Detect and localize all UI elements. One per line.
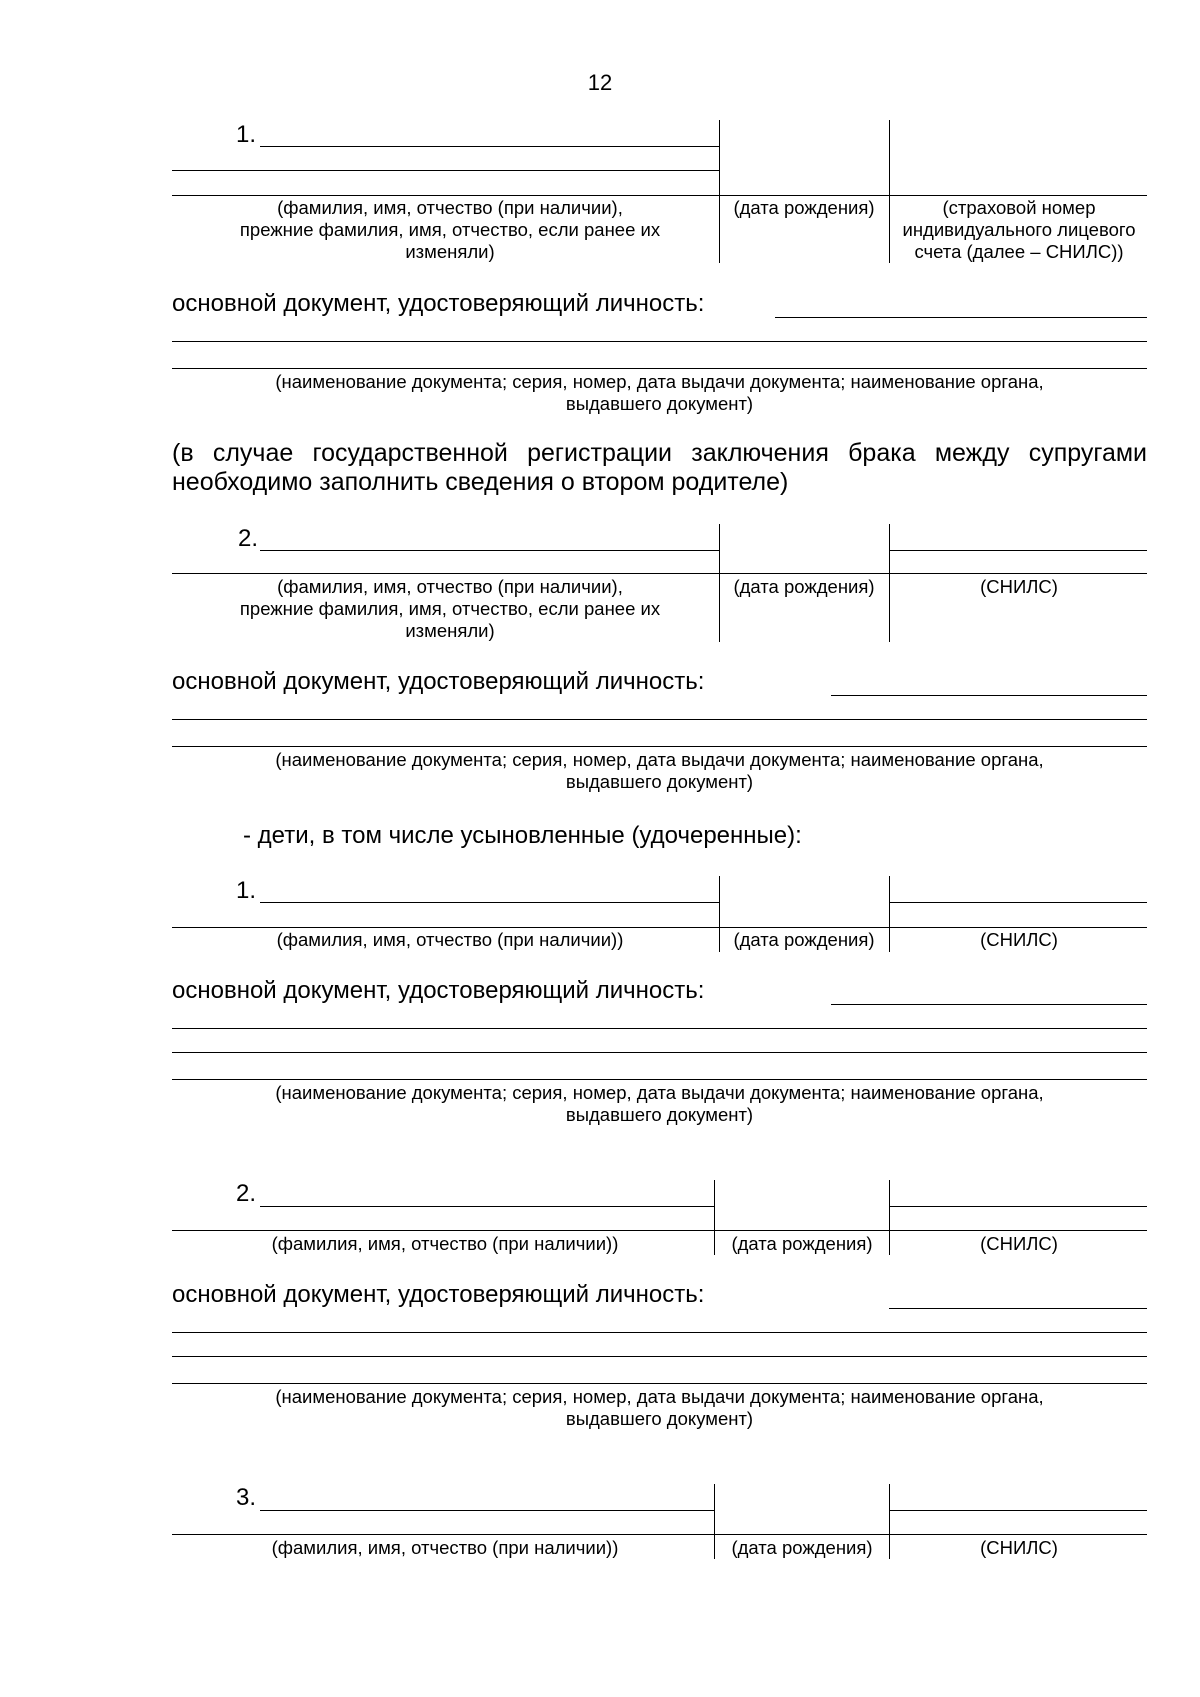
row-number: 2. bbox=[238, 525, 259, 552]
id-document-input-line-3[interactable] bbox=[172, 1052, 1147, 1053]
id-document-label: основной документ, удостоверяющий личность: bbox=[172, 1281, 705, 1308]
doc-details-caption: (наименование документа; серия, номер, дата выдачи документа; наименование органа, выдавшего документ) bbox=[275, 1386, 1044, 1429]
fio-caption: (фамилия, имя, отчество (при наличии)) bbox=[271, 1233, 619, 1254]
id-document-input-line[interactable] bbox=[831, 1004, 1147, 1005]
row-baseline bbox=[172, 1534, 1147, 1535]
doc-details-caption: (наименование документа; серия, номер, дата выдачи документа; наименование органа, выдавшего документ) bbox=[275, 371, 1044, 414]
id-document-input-line-3[interactable] bbox=[172, 746, 1147, 747]
column-divider bbox=[889, 120, 890, 263]
page-number: 12 bbox=[587, 70, 613, 95]
fio-caption: (фамилия, имя, отчество (при наличии), прежние фамилия, имя, отчество, если ранее их изменяли) bbox=[239, 197, 661, 262]
row-baseline bbox=[172, 1230, 1147, 1231]
id-document-label: основной документ, удостоверяющий личность: bbox=[172, 977, 705, 1004]
id-document-input-line-3[interactable] bbox=[172, 368, 1147, 369]
column-divider bbox=[714, 1180, 715, 1255]
snils-caption: (СНИЛС) bbox=[980, 1233, 1058, 1254]
fio-caption: (фамилия, имя, отчество (при наличии), прежние фамилия, имя, отчество, если ранее их изменяли) bbox=[239, 576, 661, 641]
fio-input-line[interactable] bbox=[260, 902, 720, 903]
marriage-note: (в случае государственной регистрации заключения брака между супругами необходимо заполнить сведения о втором родителе) bbox=[172, 439, 1147, 496]
id-document-input-line[interactable] bbox=[831, 695, 1147, 696]
column-divider bbox=[719, 524, 720, 642]
column-divider bbox=[714, 1484, 715, 1559]
id-document-input-line[interactable] bbox=[889, 1308, 1147, 1309]
children-heading: - дети, в том числе усыновленные (удочеренные): bbox=[243, 822, 802, 849]
snils-input-line[interactable] bbox=[889, 550, 1147, 551]
id-document-input-line-3[interactable] bbox=[172, 1356, 1147, 1357]
birth-date-caption: (дата рождения) bbox=[731, 1233, 873, 1254]
fio-caption: (фамилия, имя, отчество (при наличии)) bbox=[276, 929, 624, 950]
id-document-input-line-2[interactable] bbox=[172, 341, 1147, 342]
id-document-label: основной документ, удостоверяющий личность: bbox=[172, 668, 705, 695]
snils-caption: (страховой номер индивидуального лицевого счета (далее – СНИЛС)) bbox=[902, 197, 1136, 262]
fio-caption: (фамилия, имя, отчество (при наличии)) bbox=[271, 1537, 619, 1558]
doc-details-caption: (наименование документа; серия, номер, дата выдачи документа; наименование органа, выдавшего документ) bbox=[275, 1082, 1044, 1125]
snils-input-line[interactable] bbox=[889, 1510, 1147, 1511]
row-baseline bbox=[172, 573, 1147, 574]
birth-date-caption: (дата рождения) bbox=[733, 576, 875, 597]
fio-input-line[interactable] bbox=[260, 550, 720, 551]
row-number: 1. bbox=[236, 121, 257, 148]
snils-caption: (СНИЛС) bbox=[980, 1537, 1058, 1558]
birth-date-caption: (дата рождения) bbox=[733, 197, 875, 218]
row-number: 2. bbox=[236, 1180, 257, 1207]
fio-input-line[interactable] bbox=[260, 146, 720, 147]
column-divider bbox=[889, 1484, 890, 1559]
birth-date-caption: (дата рождения) bbox=[731, 1537, 873, 1558]
id-document-input-line-2[interactable] bbox=[172, 1028, 1147, 1029]
column-divider bbox=[889, 876, 890, 952]
snils-input-line[interactable] bbox=[889, 902, 1147, 903]
snils-input-line[interactable] bbox=[889, 1206, 1147, 1207]
row-number: 3. bbox=[236, 1484, 257, 1511]
row-number: 1. bbox=[236, 877, 257, 904]
snils-caption: (СНИЛС) bbox=[980, 576, 1058, 597]
id-document-input-line-2[interactable] bbox=[172, 719, 1147, 720]
id-document-input-line-2[interactable] bbox=[172, 1332, 1147, 1333]
row-baseline bbox=[172, 927, 1147, 928]
column-divider bbox=[889, 1180, 890, 1255]
id-document-input-line-4[interactable] bbox=[172, 1079, 1147, 1080]
column-divider bbox=[719, 876, 720, 952]
fio-input-line[interactable] bbox=[260, 1510, 715, 1511]
doc-details-caption: (наименование документа; серия, номер, дата выдачи документа; наименование органа, выдавшего документ) bbox=[275, 749, 1044, 792]
fio-input-line[interactable] bbox=[260, 1206, 715, 1207]
birth-date-caption: (дата рождения) bbox=[733, 929, 875, 950]
fio-input-line-2[interactable] bbox=[172, 170, 720, 171]
snils-caption: (СНИЛС) bbox=[980, 929, 1058, 950]
column-divider bbox=[889, 524, 890, 642]
column-divider bbox=[719, 120, 720, 263]
id-document-label: основной документ, удостоверяющий личность: bbox=[172, 290, 705, 317]
id-document-input-line[interactable] bbox=[775, 317, 1147, 318]
id-document-input-line-4[interactable] bbox=[172, 1383, 1147, 1384]
row-baseline bbox=[172, 195, 1147, 196]
